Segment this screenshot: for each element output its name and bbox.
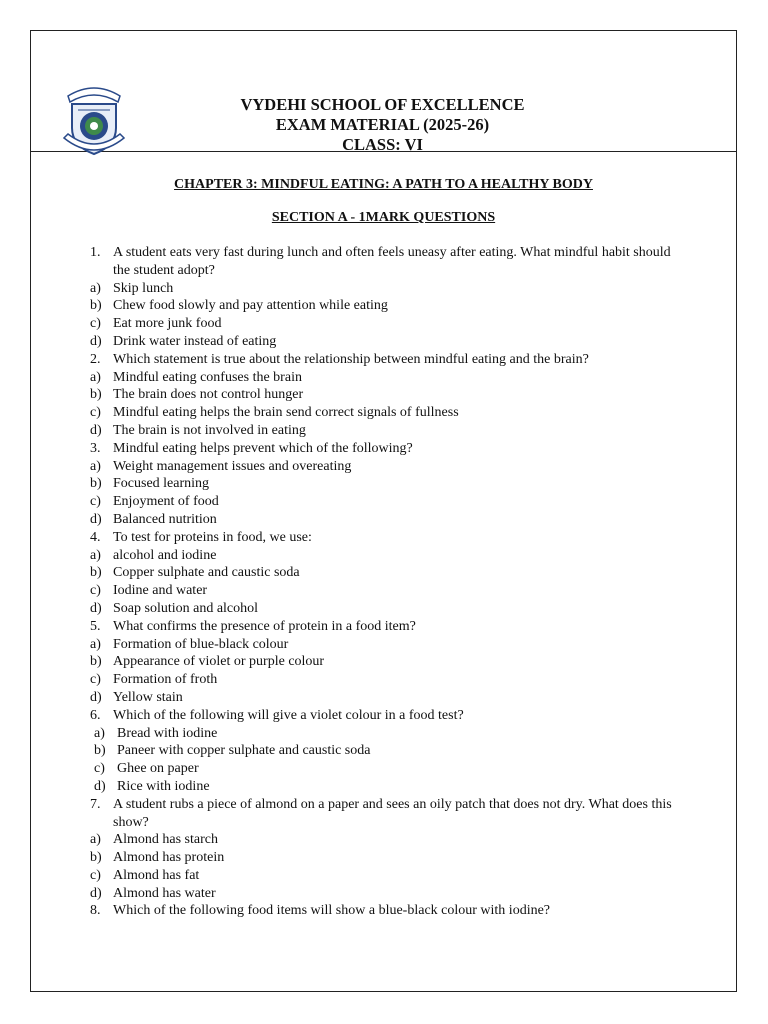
option (90, 831, 690, 849)
chapter-title: CHAPTER 3: MINDFUL EATING: A PATH TO A HEALTHY BODY (174, 177, 593, 192)
option-label: c) (90, 316, 101, 332)
option (90, 475, 690, 493)
option (90, 511, 690, 529)
option (90, 458, 690, 476)
option-label: a) (90, 636, 101, 652)
school-crest-icon (58, 78, 130, 158)
question-number: 5. (90, 618, 101, 634)
option (90, 280, 690, 298)
question-text: Which statement is true about the relationship between mindful eating and the brain? (113, 351, 589, 367)
option (90, 636, 690, 654)
option-label: b) (90, 850, 102, 866)
option (90, 493, 690, 511)
option-text: Appearance of violet or purple colour (113, 654, 325, 670)
option-text: Skip lunch (113, 280, 174, 296)
option-text: Almond has protein (113, 850, 225, 866)
option-label: c) (90, 867, 101, 883)
option-text: Enjoyment of food (113, 494, 219, 510)
option-label: d) (90, 422, 102, 438)
option-label: d) (90, 885, 102, 901)
option (90, 582, 690, 600)
option (90, 867, 690, 885)
option-label: d) (90, 511, 102, 527)
question-number: 3. (90, 440, 101, 456)
question-5 (90, 618, 690, 636)
option-text: Paneer with copper sulphate and caustic soda (117, 743, 371, 759)
question-2 (90, 351, 690, 369)
option-text: Formation of froth (113, 672, 218, 688)
option-label: d) (90, 600, 102, 616)
option-label: a) (90, 547, 101, 563)
option (90, 742, 690, 760)
option (90, 600, 690, 618)
exam-title: EXAM MATERIAL (2025-26) (275, 115, 490, 134)
question-number: 4. (90, 529, 101, 545)
options-6 (90, 725, 690, 796)
option-text: alcohol and iodine (113, 547, 217, 563)
options-5 (90, 636, 690, 707)
option-label: a) (90, 369, 101, 385)
option-label: b) (90, 654, 102, 670)
options-3 (90, 458, 690, 529)
option-label: c) (94, 761, 105, 777)
question-text: A student eats very fast during lunch and often feels uneasy after eating. What mindful habit should the student adopt? (113, 245, 671, 278)
option (90, 689, 690, 707)
question-7 (90, 796, 690, 832)
options-4 (90, 547, 690, 618)
option-text: Almond has starch (113, 832, 218, 848)
school-name: VYDEHI SCHOOL OF EXCELLENCE (240, 95, 525, 114)
class-title: CLASS: VI (342, 135, 423, 154)
option (90, 725, 690, 743)
question-list (90, 244, 690, 920)
question-number: 6. (90, 707, 101, 723)
question-number: 8. (90, 903, 101, 919)
question-number: 7. (90, 796, 101, 812)
option-label: c) (90, 405, 101, 421)
question-number: 1. (90, 245, 101, 260)
option-text: Almond has fat (113, 867, 200, 883)
option-text: Balanced nutrition (113, 511, 217, 527)
option-label: c) (90, 672, 101, 688)
question-text: What confirms the presence of protein in a food item? (113, 618, 416, 634)
option (90, 315, 690, 333)
option-text: Mindful eating confuses the brain (113, 369, 302, 385)
options-1 (90, 280, 690, 351)
option (90, 404, 690, 422)
option (90, 422, 690, 440)
option-label: c) (90, 494, 101, 510)
question-text: Which of the following will give a violet colour in a food test? (113, 707, 464, 723)
question-text: Mindful eating helps prevent which of the following? (113, 440, 413, 456)
question-3 (90, 440, 690, 458)
option (90, 564, 690, 582)
option (90, 671, 690, 689)
option-text: Drink water instead of eating (113, 333, 277, 349)
option-text: Copper sulphate and caustic soda (113, 565, 300, 581)
option-label: c) (90, 583, 101, 599)
option-label: d) (94, 778, 106, 794)
option-text: Eat more junk food (113, 316, 222, 332)
option-text: Soap solution and alcohol (113, 600, 259, 616)
question-text: A student rubs a piece of almond on a paper and sees an oily patch that does not dry. What does this show? (113, 796, 672, 830)
option (90, 885, 690, 903)
option-label: b) (90, 476, 102, 492)
option (90, 369, 690, 387)
option-text: Bread with iodine (117, 725, 218, 741)
question-text: Which of the following food items will show a blue-black colour with iodine? (113, 903, 551, 919)
option-label: d) (90, 333, 102, 349)
options-2 (90, 369, 690, 440)
question-4 (90, 529, 690, 547)
option-text: The brain does not control hunger (113, 387, 304, 403)
option-label: a) (90, 280, 101, 296)
option-text: Almond has water (113, 885, 216, 901)
question-6 (90, 707, 690, 725)
option-text: The brain is not involved in eating (113, 422, 306, 438)
options-7 (90, 831, 690, 902)
question-number: 2. (90, 351, 101, 367)
question-1 (90, 244, 690, 280)
option-text: Focused learning (113, 476, 210, 492)
option-text: Chew food slowly and pay attention while eating (113, 298, 388, 314)
option (90, 849, 690, 867)
option-text: Yellow stain (113, 689, 183, 705)
option (90, 297, 690, 315)
option (90, 333, 690, 351)
option-label: a) (94, 725, 105, 741)
option-text: Iodine and water (113, 583, 208, 599)
option-text: Weight management issues and overeating (113, 458, 352, 474)
option-text: Formation of blue-black colour (113, 636, 289, 652)
option-label: d) (90, 689, 102, 705)
option-label: b) (90, 298, 102, 314)
section-title: SECTION A - 1MARK QUESTIONS (271, 210, 496, 225)
question-text: To test for proteins in food, we use: (113, 529, 312, 545)
question-8 (90, 902, 690, 920)
option (90, 778, 690, 796)
option-label: a) (90, 832, 101, 848)
option-text: Mindful eating helps the brain send correct signals of fullness (113, 405, 459, 421)
option (90, 653, 690, 671)
option (90, 760, 690, 778)
option-text: Ghee on paper (117, 761, 199, 777)
option-label: b) (90, 565, 102, 581)
option-label: a) (90, 458, 101, 474)
option (90, 547, 690, 565)
option (90, 386, 690, 404)
option-label: b) (90, 387, 102, 403)
option-text: Rice with iodine (117, 778, 210, 794)
option-label: b) (94, 743, 106, 759)
